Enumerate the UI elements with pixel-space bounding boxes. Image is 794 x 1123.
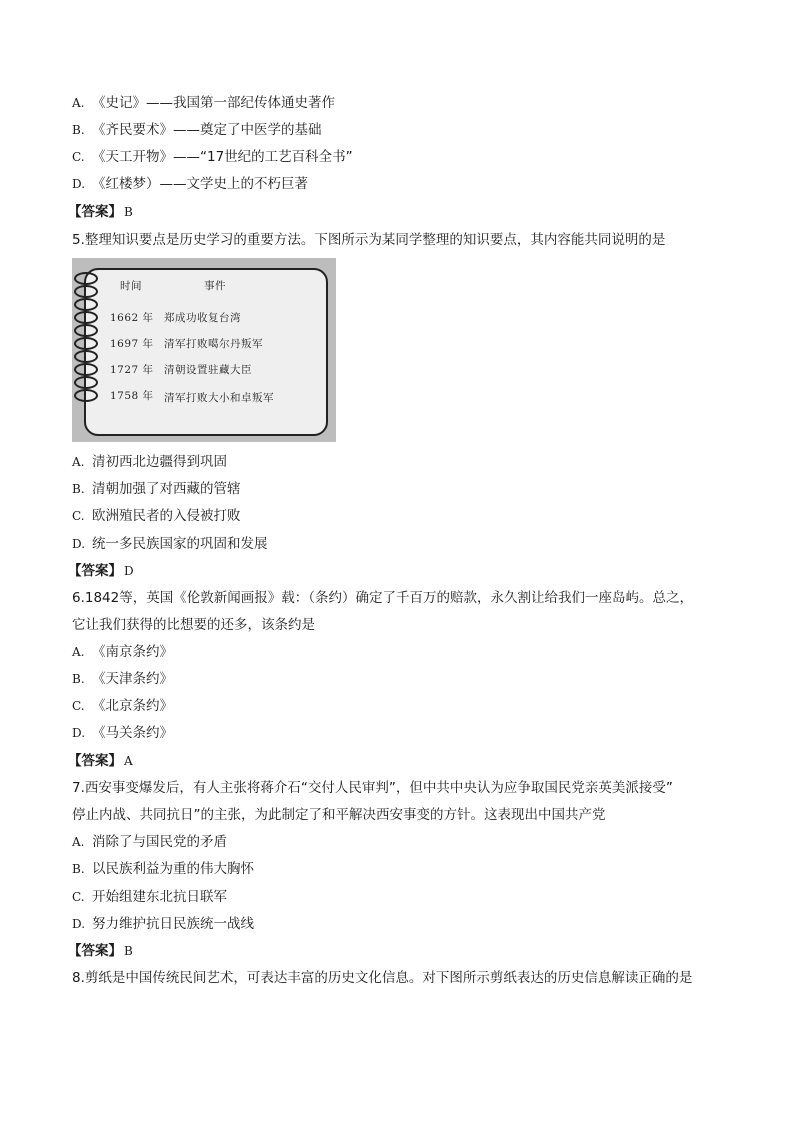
q6-question-line1: 6.1842等，英国《伦敦新闻画报》载：（条约）确定了千百万的赔款，永久割让给我们一座岛屿。总之， <box>72 590 693 606</box>
answer-label: 【答案】 <box>68 753 122 769</box>
answer-label: 【答案】 <box>68 943 122 959</box>
q5-option-d[interactable] <box>72 535 268 553</box>
answer-value: B <box>124 205 133 219</box>
option-letter: D. <box>72 726 86 740</box>
q7-question-line2: 停止内战、共同抗日”的主张，为此制定了和平解决西安事变的方针。这表现出中国共产党 <box>72 807 606 823</box>
option-letter: C. <box>72 150 85 164</box>
option-text: 《北京条约》 <box>92 698 173 714</box>
q4-option-a[interactable] <box>72 94 335 112</box>
option-text: 《史记》——我国第一部纪传体通史著作 <box>92 95 335 111</box>
option-text: 消除了与国民党的矛盾 <box>92 834 227 850</box>
notebook-spiral-rings <box>74 272 96 422</box>
option-letter: A. <box>72 96 85 110</box>
q7-question-line1: 7.西安事变爆发后，有人主张将蒋介石“交付人民审判”，但中共中央认为应争取国民党亲英美派接受” <box>72 780 673 796</box>
q6-option-d[interactable] <box>72 724 173 742</box>
option-text: 《天津条约》 <box>92 671 173 687</box>
spiral-ring <box>74 363 98 376</box>
q7-option-c[interactable] <box>72 888 227 906</box>
q6-option-a[interactable] <box>72 643 173 661</box>
q5-option-a[interactable] <box>72 453 227 471</box>
option-letter: D. <box>72 177 86 191</box>
option-letter: A. <box>72 835 85 849</box>
spiral-ring <box>74 337 98 350</box>
spiral-ring <box>74 285 98 298</box>
q7-option-a[interactable] <box>72 833 227 851</box>
figure-row-event: 清朝设置驻藏大臣 <box>164 364 252 376</box>
option-text: 《齐民要术》——奠定了中医学的基础 <box>92 122 322 138</box>
option-letter: B. <box>72 862 85 876</box>
option-text: 开始组建东北抗日联军 <box>92 889 227 905</box>
q6-question-line2: 它让我们获得的比想要的还多，该条约是 <box>72 617 315 633</box>
option-text: 《马关条约》 <box>92 725 173 741</box>
spiral-ring <box>74 389 98 402</box>
q7-option-d[interactable] <box>72 915 254 933</box>
figure-row-event: 清军打败大小和卓叛军 <box>164 392 274 404</box>
figure-row-year: 1697 年 <box>110 338 154 350</box>
spiral-ring <box>74 298 98 311</box>
option-letter: C. <box>72 890 85 904</box>
q5-option-b[interactable] <box>72 480 241 498</box>
q5-question: 5.整理知识要点是历史学习的重要方法。下图所示为某同学整理的知识要点，其内容能共同说明的是 <box>72 232 666 248</box>
q7-answer <box>68 942 133 960</box>
option-text: 《天工开物》——“17世纪的工艺百科全书” <box>92 149 353 165</box>
option-letter: D. <box>72 917 86 931</box>
option-text: 《南京条约》 <box>92 644 173 660</box>
q6-answer <box>68 752 133 770</box>
spiral-ring <box>74 324 98 337</box>
spiral-ring <box>74 311 98 324</box>
notebook-figure <box>72 258 336 442</box>
figure-row-year: 1662 年 <box>110 312 154 324</box>
option-letter: A. <box>72 645 85 659</box>
q6-option-b[interactable] <box>72 670 173 688</box>
spiral-ring <box>74 376 98 389</box>
option-letter: B. <box>72 672 85 686</box>
option-text: 以民族利益为重的伟大胸怀 <box>92 861 254 877</box>
answer-value: A <box>124 754 133 768</box>
q4-option-c[interactable] <box>72 148 353 166</box>
notebook-card <box>84 268 328 436</box>
figure-header-time: 时间 <box>120 280 142 292</box>
option-text: 清朝加强了对西藏的管辖 <box>92 481 241 497</box>
option-letter: B. <box>72 482 85 496</box>
option-text: 努力维护抗日民族统一战线 <box>92 916 254 932</box>
q7-option-b[interactable] <box>72 860 254 878</box>
q4-option-d[interactable] <box>72 175 308 193</box>
option-text: 统一多民族国家的巩固和发展 <box>92 536 268 552</box>
q4-answer <box>68 203 133 221</box>
figure-row-year: 1727 年 <box>110 364 154 376</box>
option-text: 欧洲殖民者的入侵被打败 <box>92 508 241 524</box>
q4-option-b[interactable] <box>72 121 322 139</box>
figure-row-event: 清军打败噶尔丹叛军 <box>164 338 263 350</box>
q8-question: 8.剪纸是中国传统民间艺术，可表达丰富的历史文化信息。对下图所示剪纸表达的历史信息解读正确的是 <box>72 970 693 986</box>
q5-option-c[interactable] <box>72 507 241 525</box>
option-letter: A. <box>72 455 85 469</box>
spiral-ring <box>74 350 98 363</box>
q6-option-c[interactable] <box>72 697 173 715</box>
option-text: 《红楼梦）——文学史上的不朽巨著 <box>92 176 308 192</box>
figure-row-event: 郑成功收复台湾 <box>164 312 241 324</box>
answer-label: 【答案】 <box>68 204 122 220</box>
option-letter: C. <box>72 699 85 713</box>
figure-header-event: 事件 <box>204 280 226 292</box>
answer-value: B <box>124 944 133 958</box>
option-letter: C. <box>72 509 85 523</box>
option-letter: D. <box>72 537 86 551</box>
answer-value: D <box>124 564 134 578</box>
figure-row-year: 1758 年 <box>110 390 154 402</box>
q5-answer <box>68 562 134 580</box>
option-letter: B. <box>72 123 85 137</box>
spiral-ring <box>74 272 98 285</box>
answer-label: 【答案】 <box>68 563 122 579</box>
option-text: 清初西北边疆得到巩固 <box>92 454 227 470</box>
